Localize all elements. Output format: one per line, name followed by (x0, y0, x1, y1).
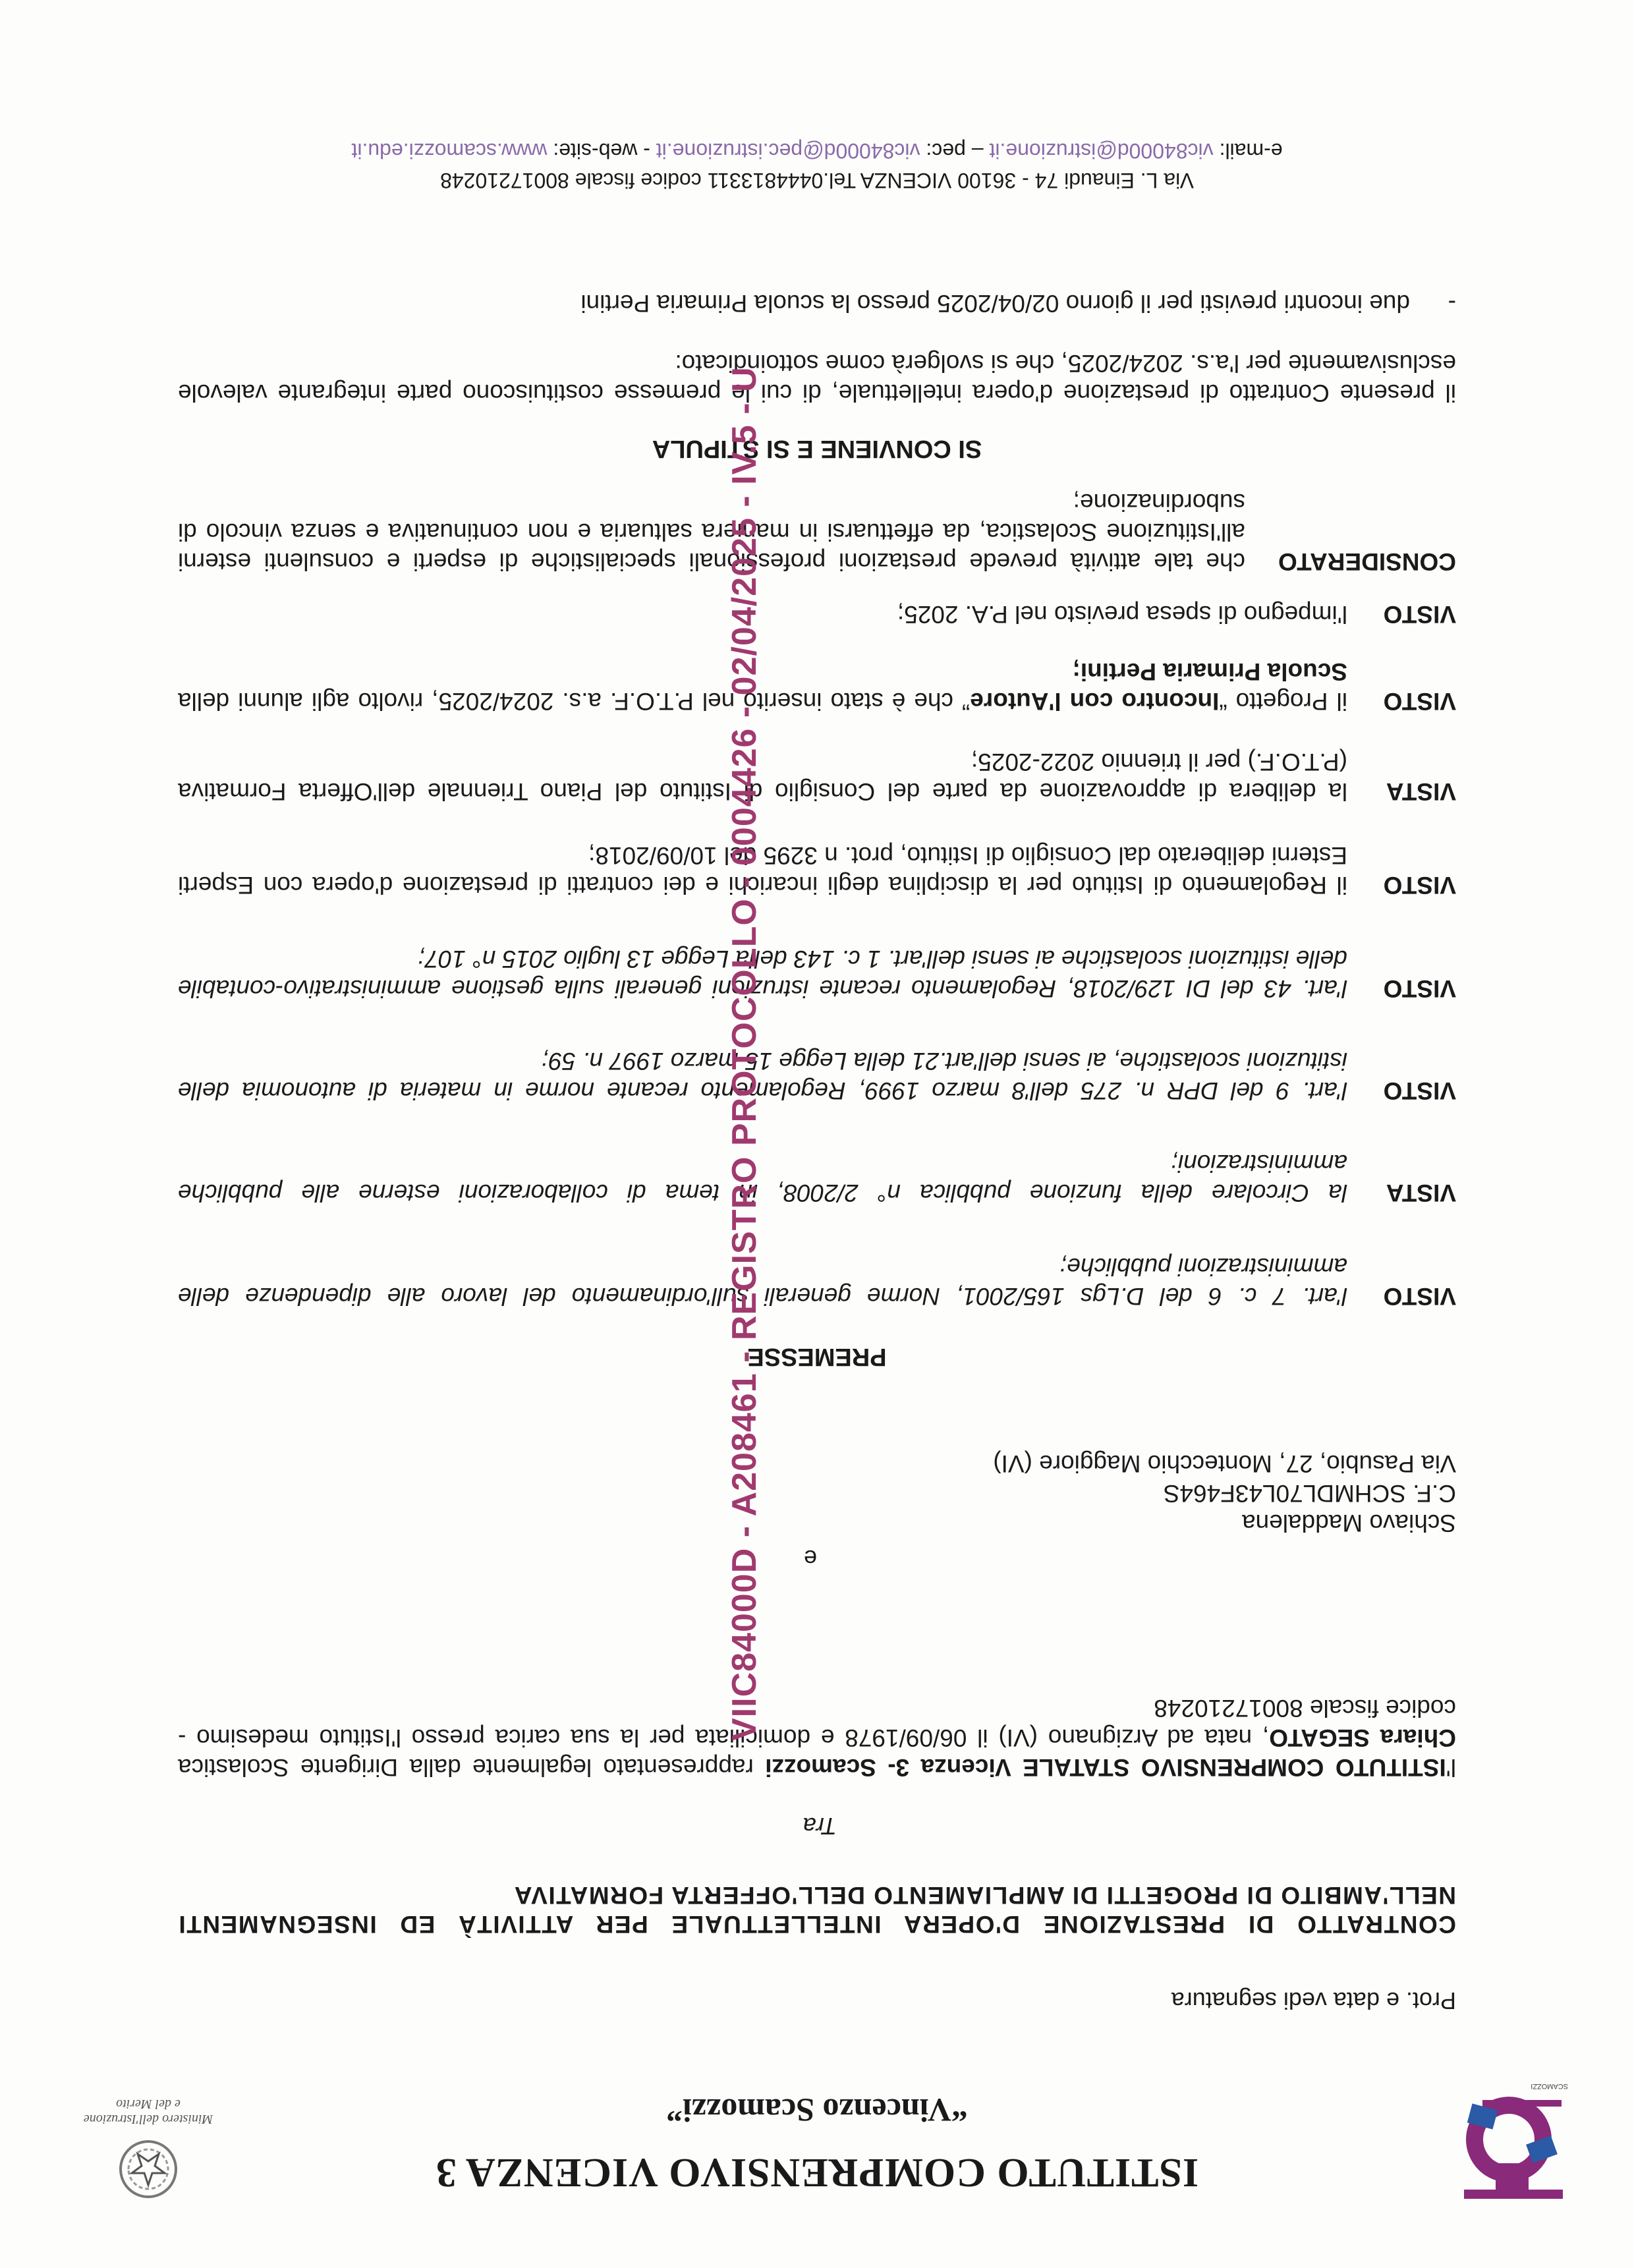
party1-paragraph (178, 1693, 1456, 1782)
si-conviene-heading: SI CONVIENE E SI STIPULA (652, 435, 982, 463)
e-separator: e (803, 1545, 817, 1572)
party1-text2: , nata ad Arzignano (VI) il 06/09/1978 e domiciliata per la sua carica presso l'Istituto medesimo - codice fiscale 80017210248 (178, 1695, 1456, 1751)
school-logo (1456, 2082, 1568, 2205)
clause-2-text: l'art. 9 del DPR n. 275 dell'8 marzo 1999, Regolamento recante norme in materia di autonomia delle istituzioni scolastiche, ai sensi dell'art.21 della Legge 15 marzo 1997 n. 59; (178, 1048, 1347, 1104)
contract-title: CONTRATTO DI PRESTAZIONE D'OPERA INTELLETTUALE PER ATTIVITÀ ED INSEGNAMENTI NELL'AMBITO DI PROGETTI DI AMPLIAMENTO DELL'OFFERTA FORMATIVA (178, 1882, 1456, 1938)
clause-label: VISTO (1383, 688, 1456, 715)
tra-label: Tra (803, 1813, 837, 1840)
email-label: e-mail: (1213, 139, 1283, 163)
protocol-stamp: VIIC84000D - A208461 - REGISTRO PROTOCOLLO - 0004426 - 02/04/2025 - IV.5 - U (725, 366, 764, 1741)
clause-label: VISTA (1386, 1179, 1456, 1206)
contract-body: il presente Contratto di prestazione d'opera intellettuale, di cui le premesse costituiscono parte integrante valevole esclusivamente per l'a.s. 2024/2025, che si svolgerà come sottoindicato: (178, 350, 1456, 407)
premesse-heading: PREMESSE (747, 1343, 887, 1371)
clause-6-project: Incontro con l'Autore (970, 688, 1220, 715)
clause-text: che tale attività prevede prestazioni professionali specialistiche di esperti e consulenti esterni all'Istituzione Scolastica, da effettuarsi in maniera saltuaria e non continuativa e senza vincolo di subordinazione; (178, 489, 1245, 575)
clause-6-text-b: ” che è stato inserito nel P.T.O.F. a.s. 2024/2025, rivolto agli alunni della (178, 688, 971, 715)
emblem-icon (79, 2130, 217, 2202)
footer-address: Via L. Einaudi 74 - 36100 VICENZA Tel.0444813311 codice fiscale 80017210248 (440, 169, 1194, 192)
party1-name: ISTITUTO COMPRENSIVO STATALE Vicenza 3- Scamozzi (765, 1754, 1446, 1781)
bullet-dash-icon: - (1448, 290, 1456, 317)
clause-3-text: l'art. 43 del DI 129/2018, Regolamento recante istruzioni generali sulla gestione amministrativo-contabile delle istituzioni scolastiche ai sensi dell'art. 1 c. 143 della Legge 13 luglio 2015 n° 107; (178, 946, 1347, 1002)
party2-block (178, 1449, 1456, 1538)
party1-intro: l' (1446, 1754, 1456, 1781)
clause-label: VISTO (1383, 601, 1456, 628)
clause-label: VISTO (1383, 975, 1456, 1002)
school-logo-icon (1456, 2093, 1568, 2205)
party2-address: Via Pasubio, 27, Montecchio Maggiore (VI) (993, 1450, 1456, 1477)
republic-emblem (79, 2097, 217, 2202)
web-link[interactable]: www.scamozzi.edu.it (351, 139, 548, 163)
party2-name: Schiavo Maddalena (1242, 1510, 1456, 1537)
prot-line: Prot. e data vedi segnatura (1171, 1987, 1456, 2014)
web-label: - web-site: (547, 139, 656, 163)
school-name: ISTITUTO COMPRENSIVO VICENZA 3 (435, 2150, 1199, 2195)
clause-6-text-a: il Progetto “ (1219, 688, 1347, 715)
party2-cf: C.F. SCHMDL70L43F464S (1163, 1480, 1456, 1507)
school-subtitle: “Vincenzo Scamozzi” (666, 2092, 968, 2129)
clause-text: l'impegno di spesa previsto nel P.A. 2025; (897, 601, 1347, 628)
clause-label: VISTO (1383, 1283, 1456, 1310)
email-link[interactable]: vic84000d@istruzione.it (989, 139, 1214, 163)
clause-label: VISTO (1383, 1077, 1456, 1104)
bullet-item (178, 289, 1456, 318)
clause-label: CONSIDERATO (1278, 548, 1456, 575)
clause-text: la delibera di approvazione da parte del Consiglio di Istituto del Piano Triennale dell'Offerta Formativa (P.T.O.F.) per il triennio 2022-2025; (178, 749, 1347, 805)
party1-rep: Chiara SEGATO (1269, 1724, 1456, 1751)
bullet-text: due incontri previsti per il giorno 02/04/2025 presso la scuola Primaria Pertini (580, 290, 1410, 317)
clause-label: VISTO (1383, 872, 1456, 899)
footer-contacts (277, 138, 1357, 163)
clause-label: VISTA (1386, 778, 1456, 805)
pec-label: – pec: (920, 139, 990, 163)
clause-6-school: Scuola Primaria Pertini; (1072, 658, 1347, 685)
clause-0-text: l'art. 7 c. 6 del D.Lgs 165/2001, Norme generali sull'ordinamento del lavoro alle dipendenze delle amministrazioni pubbliche; (178, 1253, 1347, 1310)
emblem-caption: Ministero dell'Istruzione e del Merito (83, 2097, 213, 2126)
logo-caption: SCAMOZZI (1531, 2082, 1568, 2090)
pec-link[interactable]: vic84000d@pec.istruzione.it (656, 139, 920, 163)
clause-1-text: la Circolare della funzione pubblica n° 2/2008, in tema di collaborazioni esterne alle pubbliche amministrazioni; (178, 1150, 1347, 1206)
clause-text: il Regolamento di Istituto per la disciplina degli incarichi e dei contratti di prestazione d'opera con Esperti Esterni deliberato dal Consiglio di Istituto, prot. n 3295 del 10/09/2018; (178, 842, 1347, 899)
party1-text1: rappresentato legalmente dalla Dirigente Scolastica (178, 1754, 766, 1781)
